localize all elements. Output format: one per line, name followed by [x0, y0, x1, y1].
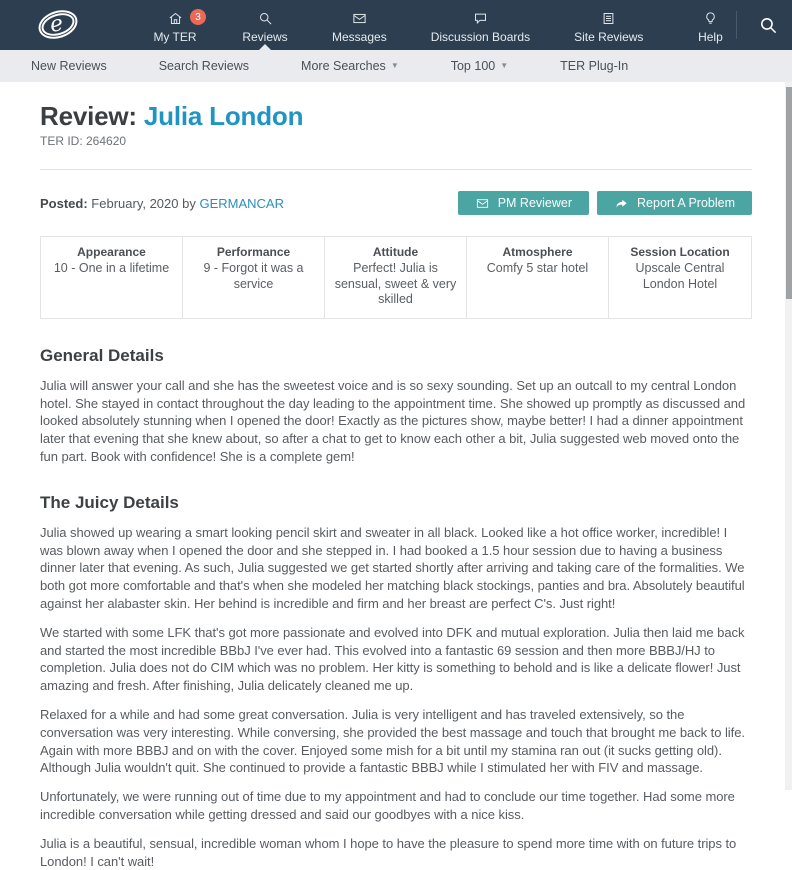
- document-icon: [601, 11, 616, 26]
- rating-appearance: [41, 237, 183, 318]
- nav-label: Help: [698, 30, 723, 44]
- home-icon: [168, 11, 183, 26]
- divider: [40, 169, 752, 170]
- global-search-button[interactable]: [759, 16, 778, 35]
- pm-reviewer-button[interactable]: [458, 191, 589, 215]
- subnav-item-more-searches[interactable]: [301, 59, 399, 73]
- subnav-item-ter-plug-in[interactable]: [560, 59, 628, 73]
- rating-value: 10 - One in a lifetime: [53, 261, 170, 275]
- juicy-details-paragraph: Unfortunately, we were running out of time due to my appointment and had to conclude our time together. Had some more incredible conversation while getting dressed and said our goodbyes with a nice kiss.: [40, 789, 735, 823]
- rating-performance: [183, 237, 325, 318]
- nav-label: My TER: [153, 30, 197, 44]
- search-icon: [258, 11, 273, 26]
- review-content: [0, 101, 792, 870]
- logo-e-icon: e: [47, 11, 66, 38]
- juicy-details-paragraph: Julia showed up wearing a smart looking pencil skirt and sweater in all black. Looked like a hot office worker, incredible! I was blown away when I opened the door and she stepped in. I had booked a 1.5 hour session due to having a business dinner later that evening. As such, Julia suggested we get started shortly after arriving and taking care of the formalities. We both got more comfortable and that's when she modeled her matching black stockings, panties and bra. Absolutely beautiful against her alabaster skin. Her behind is incredible and firm and her breast are perfect C's. Just right!: [40, 524, 745, 612]
- envelope-icon: [352, 11, 367, 26]
- juicy-details-paragraph: Relaxed for a while and had some great conversation. Julia is very intelligent and has traveled extensively, so the conversation was very interesting. While conversing, she provided the best massage and touch that brought me back to life. Again with more BBBJ and on with the cover. Enjoyed some mish for a bit until my stamina ran out (it sucks getting old). Although Julia wouldn't quit. She continued to provide a fantastic BBBJ while I stimulated her with FIV and massage.: [40, 707, 745, 776]
- juicy-details-heading: The Juicy Details: [40, 492, 179, 512]
- header-divider: [736, 11, 737, 39]
- subnav-item-search-reviews[interactable]: [159, 59, 249, 73]
- pm-reviewer-label: PM Reviewer: [497, 196, 573, 210]
- nav-label: Reviews: [242, 30, 288, 44]
- nav-label: Messages: [332, 30, 387, 44]
- ratings-table: [40, 236, 752, 319]
- title-block: [40, 101, 752, 148]
- action-buttons: [458, 191, 752, 215]
- main-nav: [152, 0, 733, 50]
- posted-label: Posted:: [40, 195, 88, 211]
- nav-item-messages[interactable]: [332, 0, 387, 50]
- nav-label: Site Reviews: [574, 30, 644, 44]
- forward-arrow-icon: [614, 197, 629, 210]
- notification-badge[interactable]: 3: [190, 9, 206, 25]
- envelope-icon: [475, 197, 490, 210]
- ter-logo[interactable]: [36, 7, 80, 43]
- chevron-down-icon: ▼: [390, 61, 399, 70]
- rating-value: Perfect! Julia is sensual, sweet & very skilled: [334, 261, 457, 307]
- nav-item-my-ter[interactable]: [152, 0, 201, 50]
- rating-value: Comfy 5 star hotel: [486, 261, 589, 275]
- nav-label: Discussion Boards: [430, 30, 531, 44]
- rating-value: Upscale Central London Hotel: [635, 261, 725, 291]
- rating-value: 9 - Forgot it was a service: [203, 261, 304, 291]
- topbar-right: [736, 0, 792, 50]
- juicy-details-paragraph: We started with some LFK that's got more passionate and evolved into DFK and mutual exploration. Julia then laid me back and started the most incredible BBbJ I've ever had. This evolved into a fantastic 69 session and then more BBBJ/HJ to completion. Julia does not do CIM which was no problem. Her kitty is something to behold and is like a delicate flower! Just amazing and fresh. After finishing, Julia delicately cleaned me up.: [40, 624, 745, 694]
- provider-name-link[interactable]: Julia London: [143, 101, 304, 131]
- subnav-item-top-100[interactable]: [451, 59, 508, 73]
- subnav-label: More Searches: [301, 59, 386, 73]
- chevron-down-icon: ▼: [500, 61, 509, 70]
- ter-id: TER ID: 264620: [40, 134, 127, 148]
- chat-bubble-icon: [473, 11, 488, 26]
- nav-item-discussion-boards[interactable]: [431, 0, 530, 50]
- page-title: [40, 101, 752, 132]
- general-details-heading: General Details: [40, 345, 164, 365]
- rating-label: Attitude: [372, 245, 419, 259]
- reviewer-link[interactable]: GERMANCAR: [199, 195, 284, 211]
- nav-item-reviews[interactable]: [242, 0, 288, 50]
- rating-atmosphere: [467, 237, 609, 318]
- top-navigation-bar: [0, 0, 792, 50]
- nav-item-help[interactable]: [687, 0, 733, 50]
- rating-label: Performance: [216, 245, 291, 259]
- rating-label: Appearance: [77, 245, 146, 259]
- subnav-label: Top 100: [450, 59, 496, 73]
- subnav-label: TER Plug-In: [560, 59, 629, 73]
- rating-label: Atmosphere: [502, 245, 573, 259]
- secondary-nav: [0, 50, 792, 82]
- report-problem-button[interactable]: [597, 191, 752, 215]
- subnav-label: Search Reviews: [158, 59, 250, 73]
- vertical-scrollbar[interactable]: [785, 82, 792, 790]
- report-problem-label: Report A Problem: [637, 196, 735, 210]
- juicy-details-paragraph: Julia is a beautiful, sensual, incredible woman whom I hope to have the pleasure to spend more time with on future trips to London! I can't wait!: [40, 835, 737, 869]
- subnav-label: New Reviews: [31, 59, 107, 73]
- lightbulb-icon: [703, 11, 718, 26]
- rating-session-location: [609, 237, 751, 318]
- subnav-item-new-reviews[interactable]: [31, 59, 107, 73]
- posted-date: February, 2020 by: [91, 195, 196, 211]
- rating-attitude: [325, 237, 467, 318]
- rating-label: Session Location: [630, 245, 730, 259]
- posted-row: [40, 191, 752, 215]
- posted-text: [40, 196, 284, 211]
- search-icon: [759, 16, 778, 35]
- nav-item-site-reviews[interactable]: [574, 0, 643, 50]
- general-details-paragraph: Julia will answer your call and she has the sweetest voice and is so sexy sounding. Set up an outcall to my central London hotel. She stayed in contact throughout the day leading to the appointment time. She showed up promptly as discussed and looked absolutely stunning when I opened the door! Exactly as the pictures show, maybe better! I had a dinner appointment later that evening that she knew about, so after a chat to get to know each other a bit, Julia suggested web moved onto the fun part. Book with confidence! She is a complete gem!: [40, 377, 746, 465]
- scrollbar-thumb[interactable]: [786, 87, 792, 299]
- title-prefix: Review:: [40, 101, 137, 131]
